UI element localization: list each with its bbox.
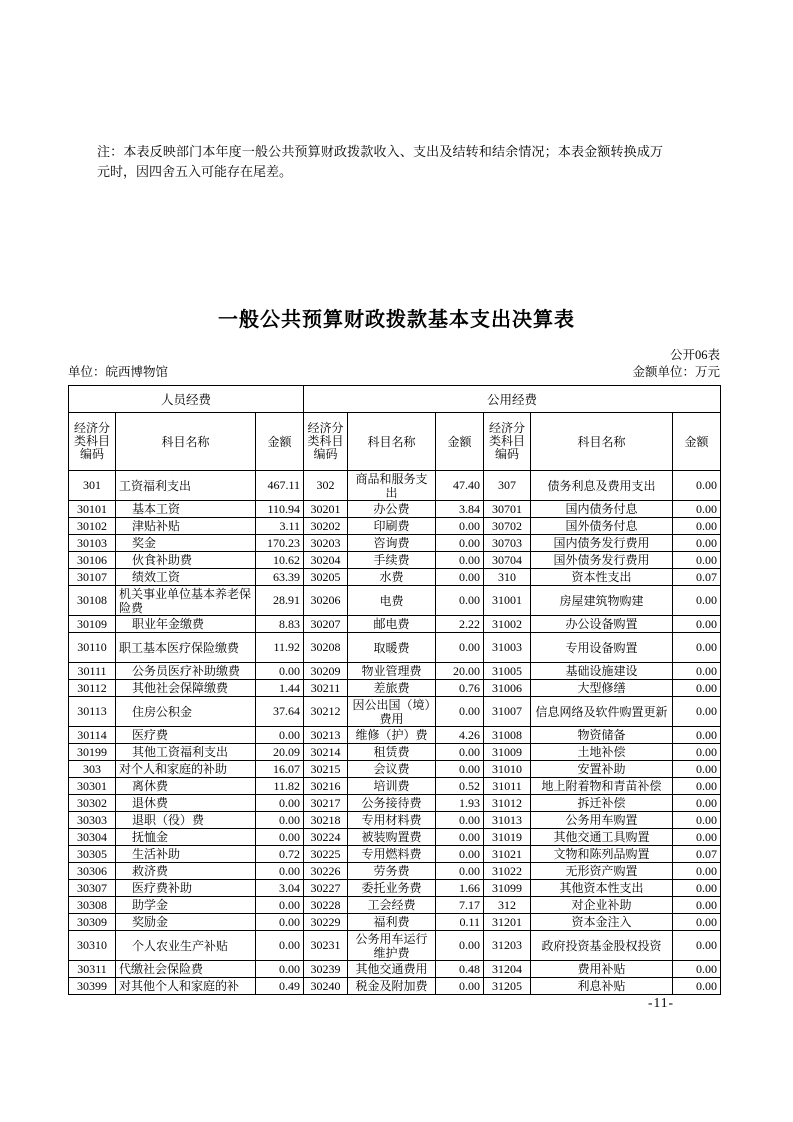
subject-name-cell: 专用材料费 [348, 812, 436, 829]
subject-name-cell: 对个人和家庭的补助 [116, 761, 256, 778]
econ-code-cell: 31009 [484, 744, 531, 761]
table-row [69, 569, 721, 586]
note-text: 注：本表反映部门本年度一般公共预算财政拨款收入、支出及结转和结余情况；本表金额转换成万元时，因四舍五入可能存在尾差。 [97, 144, 663, 179]
subject-name-cell: 代缴社会保险费 [116, 961, 256, 978]
subject-name-cell: 公务员医疗补助缴费 [116, 663, 256, 680]
econ-code-cell: 30199 [69, 744, 116, 761]
amount-cell: 0.00 [436, 761, 484, 778]
amount-cell: 467.11 [256, 471, 304, 501]
amount-cell: 10.62 [256, 552, 304, 569]
amount-cell: 20.00 [436, 663, 484, 680]
econ-code-cell: 30306 [69, 863, 116, 880]
amount-cell: 0.00 [673, 633, 721, 663]
econ-code-cell: 31203 [484, 931, 531, 961]
table-row [69, 897, 721, 914]
econ-code-cell: 30304 [69, 829, 116, 846]
econ-code-cell: 31001 [484, 586, 531, 616]
econ-code-cell: 30201 [304, 501, 348, 518]
econ-code-cell: 30239 [304, 961, 348, 978]
econ-code-cell: 31012 [484, 795, 531, 812]
subject-name-cell: 咨询费 [348, 535, 436, 552]
amount-cell: 0.00 [673, 616, 721, 633]
table-row [69, 795, 721, 812]
subject-name-cell: 被装购置费 [348, 829, 436, 846]
econ-code-cell: 31013 [484, 812, 531, 829]
amount-cell: 0.00 [673, 586, 721, 616]
subject-name-cell: 无形资产购置 [531, 863, 673, 880]
econ-code-cell: 31204 [484, 961, 531, 978]
amount-cell: 0.00 [436, 535, 484, 552]
amount-cell: 16.07 [256, 761, 304, 778]
subject-name-cell: 会议费 [348, 761, 436, 778]
amount-cell: 0.72 [256, 846, 304, 863]
amount-cell: 0.00 [673, 744, 721, 761]
econ-code-cell: 30213 [304, 727, 348, 744]
econ-code-cell: 30110 [69, 633, 116, 663]
amount-cell: 0.00 [673, 795, 721, 812]
amount-cell: 0.00 [673, 778, 721, 795]
subject-name-cell: 办公设备购置 [531, 616, 673, 633]
amount-cell: 0.00 [673, 931, 721, 961]
econ-code-cell: 30112 [69, 680, 116, 697]
subject-name-cell: 委托业务费 [348, 880, 436, 897]
amount-cell: 8.83 [256, 616, 304, 633]
table-row [69, 812, 721, 829]
amount-cell: 0.00 [436, 863, 484, 880]
table-row [69, 471, 721, 501]
table-row [69, 744, 721, 761]
column-header-name: 科目名称 [531, 413, 673, 471]
amount-cell: 4.26 [436, 727, 484, 744]
column-header-amount: 金额 [436, 413, 484, 471]
econ-code-cell: 31205 [484, 978, 531, 995]
econ-code-cell: 307 [484, 471, 531, 501]
amount-cell: 0.00 [673, 697, 721, 727]
econ-code-cell: 31019 [484, 829, 531, 846]
econ-code-cell: 30111 [69, 663, 116, 680]
column-header-name: 科目名称 [116, 413, 256, 471]
econ-code-cell: 302 [304, 471, 348, 501]
amount-cell: 0.00 [256, 727, 304, 744]
subject-name-cell: 工资福利支出 [116, 471, 256, 501]
econ-code-cell: 30202 [304, 518, 348, 535]
subject-name-cell: 基础设施建设 [531, 663, 673, 680]
subject-name-cell: 培训费 [348, 778, 436, 795]
amount-cell: 0.00 [673, 880, 721, 897]
amount-cell: 0.00 [673, 914, 721, 931]
amount-cell: 0.00 [673, 535, 721, 552]
unit-line [68, 365, 720, 380]
amount-cell: 0.00 [436, 569, 484, 586]
econ-code-cell: 30208 [304, 633, 348, 663]
amount-cell: 0.00 [673, 552, 721, 569]
econ-code-cell: 31002 [484, 616, 531, 633]
subject-name-cell: 土地补偿 [531, 744, 673, 761]
econ-code-cell: 31011 [484, 778, 531, 795]
amount-cell: 0.00 [256, 663, 304, 680]
amount-cell: 0.00 [673, 978, 721, 995]
econ-code-cell: 31005 [484, 663, 531, 680]
econ-code-cell: 30310 [69, 931, 116, 961]
amount-cell: 0.00 [436, 812, 484, 829]
subject-name-cell: 大型修缮 [531, 680, 673, 697]
column-header-amount: 金额 [673, 413, 721, 471]
econ-code-cell: 30217 [304, 795, 348, 812]
econ-code-cell: 30228 [304, 897, 348, 914]
subject-name-cell: 津贴补贴 [116, 518, 256, 535]
amount-cell: 11.82 [256, 778, 304, 795]
subject-name-cell: 离休费 [116, 778, 256, 795]
amount-cell: 0.00 [673, 812, 721, 829]
table-row [69, 680, 721, 697]
econ-code-cell: 31003 [484, 633, 531, 663]
amount-cell: 0.00 [256, 795, 304, 812]
econ-code-cell: 30399 [69, 978, 116, 995]
table-row [69, 863, 721, 880]
subject-name-cell: 公务用车运行维护费 [348, 931, 436, 961]
subject-name-cell: 资本金注入 [531, 914, 673, 931]
subject-name-cell: 国内债务发行费用 [531, 535, 673, 552]
column-header-code: 经济分类科目编码 [304, 413, 348, 471]
amount-cell: 0.00 [673, 727, 721, 744]
amount-cell: 63.39 [256, 569, 304, 586]
econ-code-cell: 31007 [484, 697, 531, 727]
econ-code-cell: 30226 [304, 863, 348, 880]
econ-code-cell: 30305 [69, 846, 116, 863]
amount-cell: 0.00 [436, 633, 484, 663]
amount-cell: 0.00 [436, 978, 484, 995]
column-header-name: 科目名称 [348, 413, 436, 471]
subject-name-cell: 邮电费 [348, 616, 436, 633]
table-row [69, 829, 721, 846]
econ-code-cell: 30106 [69, 552, 116, 569]
amount-cell: 0.52 [436, 778, 484, 795]
table-row [69, 697, 721, 727]
amount-cell: 0.00 [673, 501, 721, 518]
subject-name-cell: 其他社会保障缴费 [116, 680, 256, 697]
subject-name-cell: 奖励金 [116, 914, 256, 931]
econ-code-cell: 30203 [304, 535, 348, 552]
table-code-label: 公开06表 [669, 348, 720, 362]
subject-name-cell: 其他工资福利支出 [116, 744, 256, 761]
amount-cell: 0.00 [673, 829, 721, 846]
econ-code-cell: 30311 [69, 961, 116, 978]
amount-cell: 0.00 [256, 863, 304, 880]
econ-code-cell: 31008 [484, 727, 531, 744]
column-header-code: 经济分类科目编码 [69, 413, 116, 471]
subject-name-cell: 职工基本医疗保险缴费 [116, 633, 256, 663]
econ-code-cell: 30701 [484, 501, 531, 518]
econ-code-cell: 312 [484, 897, 531, 914]
amount-cell: 0.00 [436, 846, 484, 863]
econ-code-cell: 31006 [484, 680, 531, 697]
table-row [69, 586, 721, 616]
amount-cell: 0.00 [256, 961, 304, 978]
econ-code-cell: 31022 [484, 863, 531, 880]
subject-name-cell: 专用燃料费 [348, 846, 436, 863]
amount-cell: 0.00 [256, 914, 304, 931]
amount-cell: 0.00 [436, 744, 484, 761]
subject-name-cell: 资本性支出 [531, 569, 673, 586]
subject-name-cell: 办公费 [348, 501, 436, 518]
subject-name-cell: 医疗费补助 [116, 880, 256, 897]
subject-name-cell: 对企业补助 [531, 897, 673, 914]
econ-code-cell: 30702 [484, 518, 531, 535]
amount-cell: 0.00 [256, 931, 304, 961]
subject-name-cell: 职业年金缴费 [116, 616, 256, 633]
amount-cell: 0.00 [673, 518, 721, 535]
amount-cell: 0.00 [673, 761, 721, 778]
subject-name-cell: 救济费 [116, 863, 256, 880]
amount-cell: 1.44 [256, 680, 304, 697]
amount-cell: 2.22 [436, 616, 484, 633]
econ-code-cell: 30108 [69, 586, 116, 616]
subject-name-cell: 商品和服务支出 [348, 471, 436, 501]
subject-name-cell: 费用补贴 [531, 961, 673, 978]
subject-name-cell: 税金及附加费 [348, 978, 436, 995]
subject-name-cell: 物资储备 [531, 727, 673, 744]
amount-cell: 0.00 [673, 863, 721, 880]
table-row [69, 961, 721, 978]
econ-code-cell: 30224 [304, 829, 348, 846]
subject-name-cell: 债务利息及费用支出 [531, 471, 673, 501]
subject-name-cell: 手续费 [348, 552, 436, 569]
econ-code-cell: 30204 [304, 552, 348, 569]
econ-code-cell: 30206 [304, 586, 348, 616]
subject-name-cell: 公务接待费 [348, 795, 436, 812]
econ-code-cell: 30109 [69, 616, 116, 633]
subject-name-cell: 文物和陈列品购置 [531, 846, 673, 863]
table-row [69, 518, 721, 535]
econ-code-cell: 30703 [484, 535, 531, 552]
econ-code-cell: 30214 [304, 744, 348, 761]
group-header-row [69, 386, 721, 413]
econ-code-cell: 31021 [484, 846, 531, 863]
econ-code-cell: 30301 [69, 778, 116, 795]
econ-code-cell: 30229 [304, 914, 348, 931]
amount-cell: 3.11 [256, 518, 304, 535]
econ-code-cell: 30231 [304, 931, 348, 961]
subject-name-cell: 生活补助 [116, 846, 256, 863]
econ-code-cell: 30107 [69, 569, 116, 586]
amount-cell: 3.84 [436, 501, 484, 518]
budget-table [68, 385, 721, 995]
amount-cell: 11.92 [256, 633, 304, 663]
econ-code-cell: 30113 [69, 697, 116, 727]
unit-label: 单位：皖西博物馆 [68, 365, 169, 379]
amount-cell: 0.07 [673, 846, 721, 863]
subject-name-cell: 取暖费 [348, 633, 436, 663]
subject-name-cell: 医疗费 [116, 727, 256, 744]
econ-code-cell: 30103 [69, 535, 116, 552]
subject-name-cell: 安置补助 [531, 761, 673, 778]
econ-code-cell: 30205 [304, 569, 348, 586]
econ-code-cell: 301 [69, 471, 116, 501]
econ-code-cell: 30308 [69, 897, 116, 914]
econ-code-cell: 30704 [484, 552, 531, 569]
econ-code-cell: 30225 [304, 846, 348, 863]
econ-code-cell: 30102 [69, 518, 116, 535]
table-row [69, 931, 721, 961]
amount-cell: 0.00 [673, 961, 721, 978]
subject-name-cell: 拆迁补偿 [531, 795, 673, 812]
amount-cell: 0.00 [436, 829, 484, 846]
amount-cell: 0.00 [436, 931, 484, 961]
subject-name-cell: 工会经费 [348, 897, 436, 914]
table-row [69, 663, 721, 680]
table-row [69, 846, 721, 863]
amount-cell: 0.48 [436, 961, 484, 978]
page-number: -11- [648, 995, 674, 1010]
econ-code-cell: 310 [484, 569, 531, 586]
subject-name-cell: 国外债务付息 [531, 518, 673, 535]
subject-name-cell: 国外债务发行费用 [531, 552, 673, 569]
econ-code-cell: 31201 [484, 914, 531, 931]
econ-code-cell: 31099 [484, 880, 531, 897]
econ-code-cell: 30212 [304, 697, 348, 727]
subject-name-cell: 其他资本性支出 [531, 880, 673, 897]
subject-name-cell: 印刷费 [348, 518, 436, 535]
amount-unit-label: 金额单位：万元 [632, 365, 720, 379]
econ-code-cell: 30307 [69, 880, 116, 897]
table-row [69, 552, 721, 569]
table-body [69, 471, 721, 995]
column-header-code: 经济分类科目编码 [484, 413, 531, 471]
page-title: 一般公共预算财政拨款基本支出决算表 [218, 309, 575, 331]
econ-code-cell: 30227 [304, 880, 348, 897]
amount-cell: 3.04 [256, 880, 304, 897]
amount-cell: 0.76 [436, 680, 484, 697]
subject-name-cell: 租赁费 [348, 744, 436, 761]
subject-name-cell: 劳务费 [348, 863, 436, 880]
column-header-row [69, 413, 721, 471]
subject-name-cell: 地上附着物和青苗补偿 [531, 778, 673, 795]
amount-cell: 7.17 [436, 897, 484, 914]
group-header-public: 公用经费 [304, 386, 721, 413]
econ-code-cell: 30240 [304, 978, 348, 995]
econ-code-cell: 30303 [69, 812, 116, 829]
subject-name-cell: 对其他个人和家庭的补 [116, 978, 256, 995]
econ-code-cell: 30211 [304, 680, 348, 697]
table-row [69, 778, 721, 795]
column-header-amount: 金额 [256, 413, 304, 471]
subject-name-cell: 政府投资基金股权投资 [531, 931, 673, 961]
group-header-personnel: 人员经费 [69, 386, 304, 413]
table-row [69, 535, 721, 552]
table-row [69, 978, 721, 995]
amount-cell: 1.66 [436, 880, 484, 897]
amount-cell: 110.94 [256, 501, 304, 518]
subject-name-cell: 电费 [348, 586, 436, 616]
subject-name-cell: 住房公积金 [116, 697, 256, 727]
subject-name-cell: 公务用车购置 [531, 812, 673, 829]
econ-code-cell: 30216 [304, 778, 348, 795]
amount-cell: 47.40 [436, 471, 484, 501]
amount-cell: 37.64 [256, 697, 304, 727]
subject-name-cell: 因公出国（境）费用 [348, 697, 436, 727]
subject-name-cell: 福利费 [348, 914, 436, 931]
table-row [69, 914, 721, 931]
econ-code-cell: 30218 [304, 812, 348, 829]
amount-cell: 0.00 [436, 518, 484, 535]
table-row [69, 727, 721, 744]
subject-name-cell: 专用设备购置 [531, 633, 673, 663]
amount-cell: 170.23 [256, 535, 304, 552]
amount-cell: 0.00 [436, 697, 484, 727]
amount-cell: 0.07 [673, 569, 721, 586]
subject-name-cell: 抚恤金 [116, 829, 256, 846]
subject-name-cell: 利息补贴 [531, 978, 673, 995]
subject-name-cell: 伙食补助费 [116, 552, 256, 569]
subject-name-cell: 个人农业生产补贴 [116, 931, 256, 961]
subject-name-cell: 其他交通费用 [348, 961, 436, 978]
subject-name-cell: 维修（护）费 [348, 727, 436, 744]
econ-code-cell: 30101 [69, 501, 116, 518]
econ-code-cell: 30114 [69, 727, 116, 744]
econ-code-cell: 30302 [69, 795, 116, 812]
table-row [69, 880, 721, 897]
subject-name-cell: 其他交通工具购置 [531, 829, 673, 846]
amount-cell: 0.00 [256, 812, 304, 829]
amount-cell: 0.11 [436, 914, 484, 931]
subject-name-cell: 机关事业单位基本养老保险费 [116, 586, 256, 616]
amount-cell: 0.00 [673, 471, 721, 501]
econ-code-cell: 30209 [304, 663, 348, 680]
table-row [69, 761, 721, 778]
table-row [69, 501, 721, 518]
amount-cell: 0.00 [436, 552, 484, 569]
subject-name-cell: 奖金 [116, 535, 256, 552]
subject-name-cell: 房屋建筑物购建 [531, 586, 673, 616]
econ-code-cell: 30309 [69, 914, 116, 931]
subject-name-cell: 差旅费 [348, 680, 436, 697]
subject-name-cell: 退职（役）费 [116, 812, 256, 829]
amount-cell: 0.00 [673, 897, 721, 914]
subject-name-cell: 助学金 [116, 897, 256, 914]
amount-cell: 28.91 [256, 586, 304, 616]
subject-name-cell: 物业管理费 [348, 663, 436, 680]
subject-name-cell: 信息网络及软件购置更新 [531, 697, 673, 727]
econ-code-cell: 303 [69, 761, 116, 778]
subject-name-cell: 水费 [348, 569, 436, 586]
econ-code-cell: 30215 [304, 761, 348, 778]
table-row [69, 616, 721, 633]
amount-cell: 0.49 [256, 978, 304, 995]
amount-cell: 0.00 [256, 829, 304, 846]
amount-cell: 0.00 [673, 680, 721, 697]
econ-code-cell: 30207 [304, 616, 348, 633]
amount-cell: 0.00 [673, 663, 721, 680]
amount-cell: 0.00 [436, 586, 484, 616]
subject-name-cell: 基本工资 [116, 501, 256, 518]
table-row [69, 633, 721, 663]
amount-cell: 0.00 [256, 897, 304, 914]
amount-cell: 1.93 [436, 795, 484, 812]
subject-name-cell: 退休费 [116, 795, 256, 812]
subject-name-cell: 绩效工资 [116, 569, 256, 586]
amount-cell: 20.09 [256, 744, 304, 761]
econ-code-cell: 31010 [484, 761, 531, 778]
subject-name-cell: 国内债务付息 [531, 501, 673, 518]
